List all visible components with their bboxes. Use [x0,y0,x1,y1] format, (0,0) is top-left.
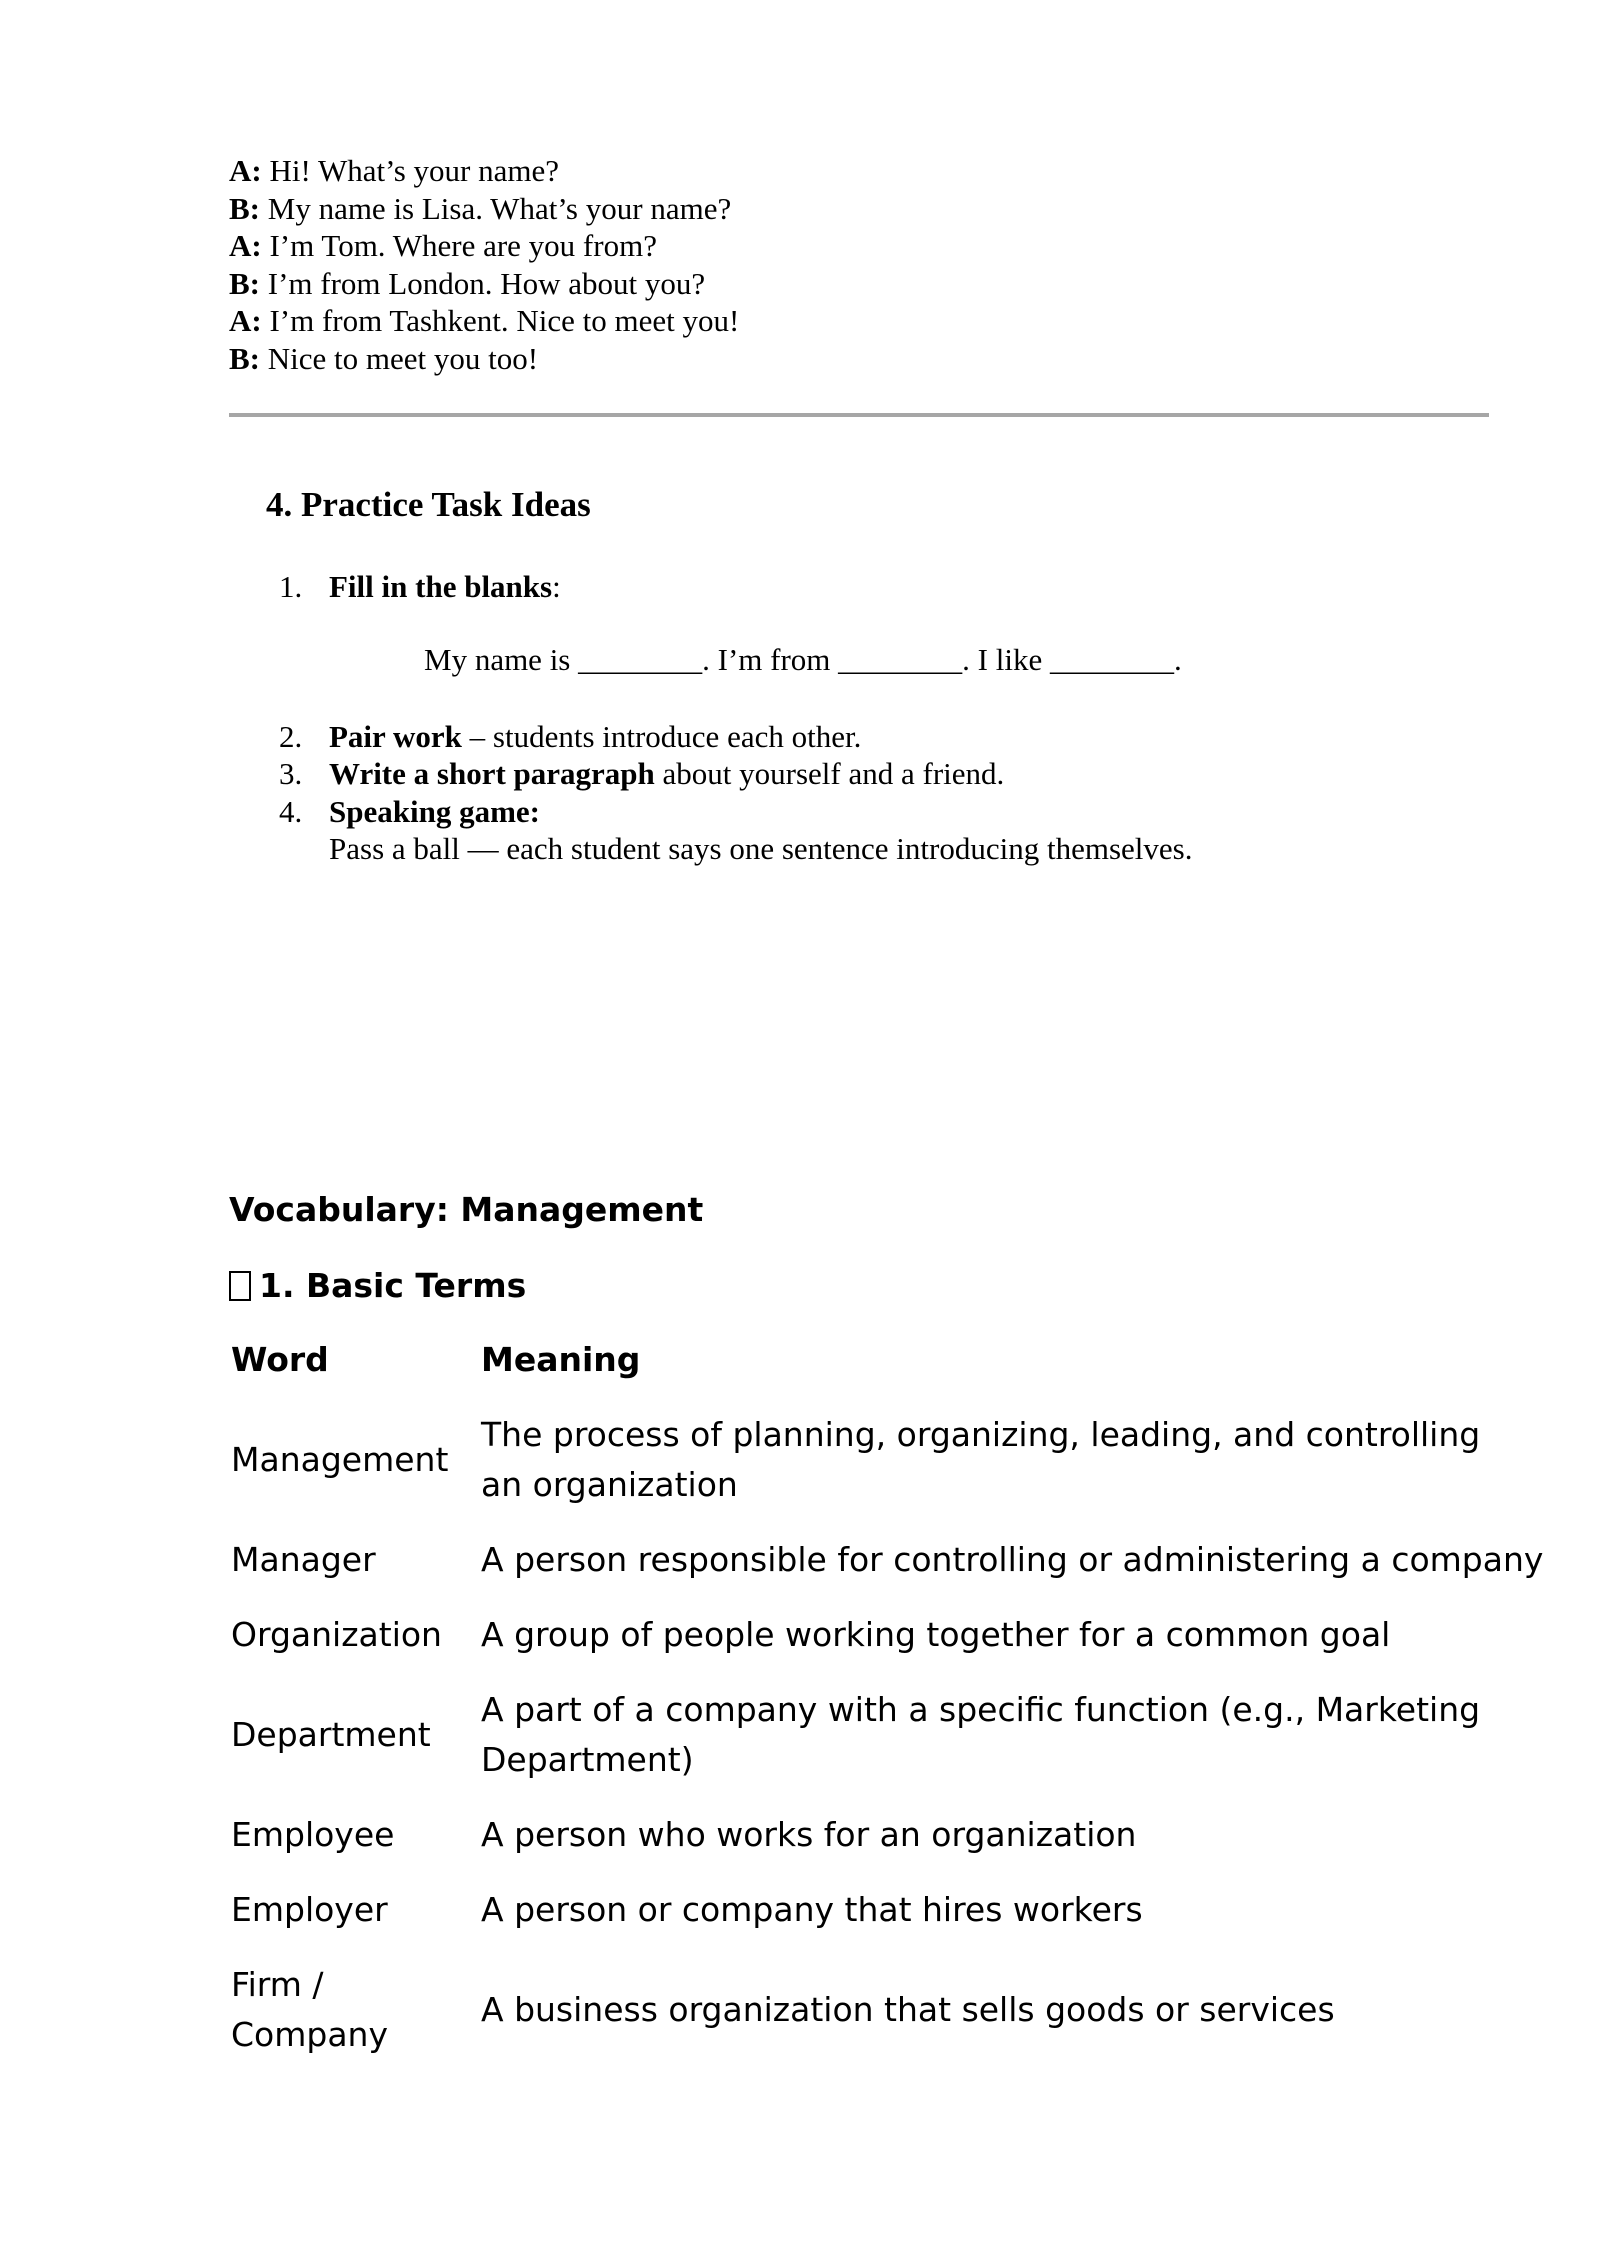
row-meaning: A business organization that sells goods or services [481,1990,1335,2029]
dialogue-text: I’m from Tashkent. Nice to meet you! [261,303,740,338]
dialogue-line [229,265,739,303]
row-meaning: A person or company that hires workers [481,1890,1143,1929]
speaker-label: B: [229,340,260,376]
vocabulary-heading: Vocabulary: Management [229,1190,704,1229]
dialogue-line [229,227,739,265]
row-meaning: A person who works for an organization [481,1815,1137,1854]
dialogue-text: My name is Lisa. What’s your name? [260,190,732,226]
task-bold-label: Speaking game: [329,794,540,829]
fill-in-sentence: My name is ________. I’m from ________. I like ________. [424,642,1182,677]
speaker-label: A: [229,153,262,188]
row-meaning: A person responsible for controlling or administering a company [481,1540,1544,1579]
speaker-label: A: [229,228,262,263]
row-word: Department [231,1715,431,1754]
dialogue-text: I’m Tom. Where are you from? [261,228,657,263]
task-bold-label: Pair work [329,719,462,754]
table-row [231,1535,1544,1585]
dialogue-line [229,302,739,340]
horizontal-divider [229,413,1489,417]
task-number: 4. [279,794,303,829]
task-bold-label: Fill in the blanks [329,569,553,604]
column-header-word: Word [231,1340,329,1379]
dialogue-line [229,190,739,228]
table-row [231,1610,1491,1660]
task-text: : [552,569,561,604]
dialogue-block [229,152,739,377]
task-detail: Pass a ball — each student says one sentence introducing themselves. [329,831,1193,866]
dialogue-text: Hi! What’s your name? [261,153,560,188]
column-header-meaning: Meaning [481,1340,641,1379]
row-meaning: The process of planning, organizing, leading, and controlling an organization [481,1415,1481,1504]
table-row [231,1885,1491,1935]
task-number: 2. [279,719,303,754]
table-row [231,1685,1491,1785]
task-bold-label: Write a short paragraph [329,756,655,791]
row-meaning: A part of a company with a specific function (e.g., Marketing Department) [481,1690,1481,1779]
row-word: Manager [231,1540,376,1579]
row-meaning: A group of people working together for a common goal [481,1615,1391,1654]
task-text: – students introduce each other. [461,719,862,754]
row-word: Management [231,1440,449,1479]
row-word: Organization [231,1615,442,1654]
practice-heading: 4. Practice Task Ideas [266,485,591,524]
basic-terms-heading [229,1266,526,1305]
missing-glyph-icon [229,1271,251,1301]
dialogue-line [229,340,739,378]
row-word: Employee [231,1815,395,1854]
speaker-label: A: [229,303,262,338]
task-number: 1. [279,569,303,604]
table-row [231,1960,1491,2060]
task-number: 3. [279,756,303,791]
speaker-label: B: [229,190,260,226]
table-row [231,1410,1491,1510]
row-word: Employer [231,1890,388,1929]
task-text: about yourself and a friend. [654,756,1005,791]
basic-terms-label: 1. Basic Terms [259,1266,527,1305]
dialogue-text: I’m from London. How about you? [260,265,706,301]
dialogue-text: Nice to meet you too! [260,340,539,376]
speaker-label: B: [229,265,260,301]
dialogue-line [229,152,739,190]
row-word: Firm / Company [231,1965,388,2054]
table-row [231,1810,1491,1860]
